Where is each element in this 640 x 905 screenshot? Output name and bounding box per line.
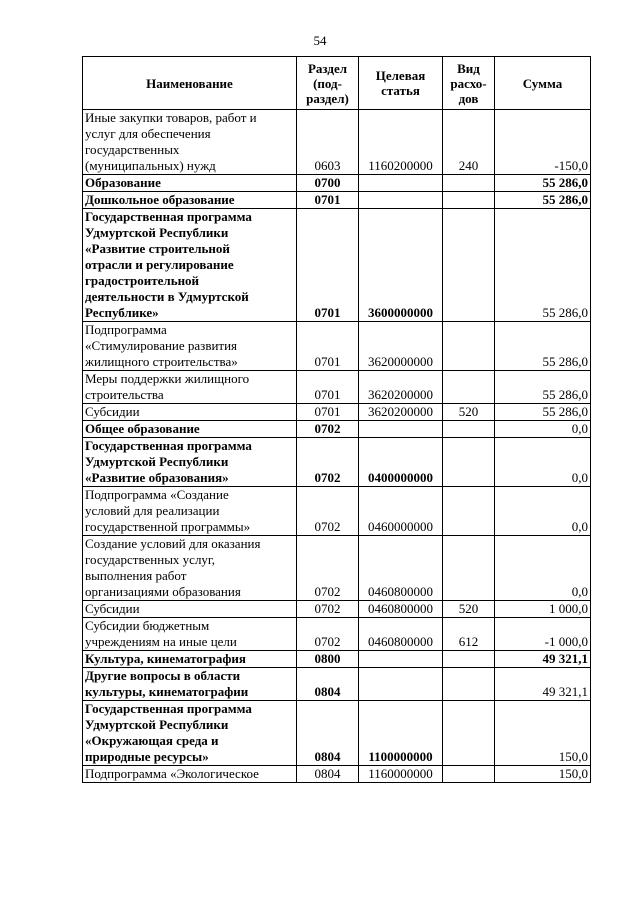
table-row bbox=[83, 618, 591, 651]
row-name-line: Субсидии бюджетным bbox=[85, 618, 210, 633]
row-type bbox=[443, 766, 495, 783]
row-sum: -1 000,0 bbox=[495, 618, 591, 651]
row-type bbox=[443, 438, 495, 487]
row-name-line: государственной программы» bbox=[85, 519, 251, 534]
row-name bbox=[83, 438, 297, 487]
row-section: 0702 bbox=[297, 487, 359, 536]
table-row bbox=[83, 766, 591, 783]
row-target: 3620200000 bbox=[359, 371, 443, 404]
row-type: 520 bbox=[443, 601, 495, 618]
row-name-line: Субсидии bbox=[85, 404, 140, 419]
table-row bbox=[83, 404, 591, 421]
row-name-line: услуг для обеспечения bbox=[85, 126, 211, 141]
row-name-line: Государственная программа bbox=[85, 701, 252, 716]
row-name-line: (муниципальных) нужд bbox=[85, 158, 216, 173]
table-row bbox=[83, 651, 591, 668]
row-name-line: Подпрограмма «Экологическое bbox=[85, 766, 259, 781]
header-section: Раздел (под-раздел) bbox=[297, 57, 359, 110]
header-row bbox=[83, 57, 591, 110]
table-row bbox=[83, 438, 591, 487]
row-sum: 55 286,0 bbox=[495, 175, 591, 192]
row-section: 0701 bbox=[297, 371, 359, 404]
row-section: 0701 bbox=[297, 192, 359, 209]
row-name-line: Иные закупки товаров, работ и bbox=[85, 110, 257, 125]
row-name-line: культуры, кинематографии bbox=[85, 684, 249, 699]
row-name-line: государственных bbox=[85, 142, 180, 157]
table-row bbox=[83, 192, 591, 209]
header-sum: Сумма bbox=[495, 57, 591, 110]
row-section: 0702 bbox=[297, 421, 359, 438]
budget-table bbox=[82, 56, 591, 783]
row-type bbox=[443, 536, 495, 601]
row-section: 0701 bbox=[297, 209, 359, 322]
row-sum: 49 321,1 bbox=[495, 668, 591, 701]
table-row bbox=[83, 701, 591, 766]
row-target: 0460800000 bbox=[359, 618, 443, 651]
row-target: 0460000000 bbox=[359, 487, 443, 536]
row-target: 0460800000 bbox=[359, 536, 443, 601]
table-row bbox=[83, 110, 591, 175]
row-name-line: условий для реализации bbox=[85, 503, 220, 518]
row-section: 0804 bbox=[297, 766, 359, 783]
row-name bbox=[83, 192, 297, 209]
row-section: 0701 bbox=[297, 322, 359, 371]
row-name-line: учреждениям на иные цели bbox=[85, 634, 237, 649]
row-sum: 150,0 bbox=[495, 701, 591, 766]
row-name bbox=[83, 110, 297, 175]
row-name-line: Создание условий для оказания bbox=[85, 536, 261, 551]
row-section: 0800 bbox=[297, 651, 359, 668]
table-row bbox=[83, 421, 591, 438]
row-type bbox=[443, 209, 495, 322]
row-section: 0700 bbox=[297, 175, 359, 192]
row-name-line: отрасли и регулирование bbox=[85, 257, 234, 272]
row-section: 0702 bbox=[297, 618, 359, 651]
table-row bbox=[83, 209, 591, 322]
row-target: 1160200000 bbox=[359, 110, 443, 175]
row-name-line: Государственная программа bbox=[85, 209, 252, 224]
row-type: 240 bbox=[443, 110, 495, 175]
row-name bbox=[83, 766, 297, 783]
row-name-line: «Развитие строительной bbox=[85, 241, 230, 256]
row-sum: 1 000,0 bbox=[495, 601, 591, 618]
row-name-line: Государственная программа bbox=[85, 438, 252, 453]
row-sum: 49 321,1 bbox=[495, 651, 591, 668]
row-name-line: Подпрограмма «Создание bbox=[85, 487, 229, 502]
row-name-line: Культура, кинематография bbox=[85, 651, 246, 666]
row-target: 3600000000 bbox=[359, 209, 443, 322]
row-target: 1160000000 bbox=[359, 766, 443, 783]
row-name-line: градостроительной bbox=[85, 273, 200, 288]
page-number: 54 bbox=[313, 33, 327, 48]
row-type bbox=[443, 701, 495, 766]
row-name bbox=[83, 536, 297, 601]
row-name bbox=[83, 701, 297, 766]
row-section: 0702 bbox=[297, 536, 359, 601]
row-name-line: «Стимулирование развития bbox=[85, 338, 238, 353]
row-type bbox=[443, 371, 495, 404]
row-target: 1100000000 bbox=[359, 701, 443, 766]
row-target: 0460800000 bbox=[359, 601, 443, 618]
row-name-line: жилищного строительства» bbox=[85, 354, 238, 369]
row-name bbox=[83, 421, 297, 438]
row-name bbox=[83, 651, 297, 668]
row-sum: 0,0 bbox=[495, 438, 591, 487]
table-row bbox=[83, 371, 591, 404]
row-name bbox=[83, 371, 297, 404]
row-target bbox=[359, 175, 443, 192]
table-row bbox=[83, 601, 591, 618]
row-section: 0702 bbox=[297, 438, 359, 487]
row-type bbox=[443, 487, 495, 536]
row-name bbox=[83, 209, 297, 322]
row-type bbox=[443, 668, 495, 701]
row-target bbox=[359, 192, 443, 209]
row-name-line: «Окружающая среда и bbox=[85, 733, 219, 748]
header-target: Целевая статья bbox=[359, 57, 443, 110]
header-type: Вид расхо-дов bbox=[443, 57, 495, 110]
row-type bbox=[443, 192, 495, 209]
row-section: 0804 bbox=[297, 701, 359, 766]
row-name-line: Общее образование bbox=[85, 421, 200, 436]
row-type bbox=[443, 651, 495, 668]
row-name-line: Субсидии bbox=[85, 601, 140, 616]
row-name-line: природные ресурсы» bbox=[85, 749, 209, 764]
row-name-line: государственных услуг, bbox=[85, 552, 216, 567]
row-name-line: организациями образования bbox=[85, 584, 241, 599]
row-name bbox=[83, 404, 297, 421]
row-name bbox=[83, 618, 297, 651]
row-target bbox=[359, 421, 443, 438]
table-row bbox=[83, 668, 591, 701]
table-row bbox=[83, 322, 591, 371]
row-name bbox=[83, 601, 297, 618]
row-sum: 150,0 bbox=[495, 766, 591, 783]
row-name bbox=[83, 322, 297, 371]
row-target: 0400000000 bbox=[359, 438, 443, 487]
row-target: 3620200000 bbox=[359, 404, 443, 421]
row-sum: 55 286,0 bbox=[495, 209, 591, 322]
row-section: 0804 bbox=[297, 668, 359, 701]
table-row bbox=[83, 175, 591, 192]
row-name-line: Подпрограмма bbox=[85, 322, 167, 337]
row-sum: -150,0 bbox=[495, 110, 591, 175]
row-type bbox=[443, 322, 495, 371]
row-name-line: выполнения работ bbox=[85, 568, 187, 583]
row-name-line: Республике» bbox=[85, 305, 159, 320]
row-name bbox=[83, 487, 297, 536]
row-name-line: Удмуртской Республики bbox=[85, 717, 229, 732]
row-target bbox=[359, 668, 443, 701]
row-section: 0702 bbox=[297, 601, 359, 618]
row-name-line: Другие вопросы в области bbox=[85, 668, 241, 683]
row-target bbox=[359, 651, 443, 668]
row-name bbox=[83, 668, 297, 701]
table-body bbox=[83, 110, 591, 783]
table-row bbox=[83, 536, 591, 601]
row-name-line: Дошкольное образование bbox=[85, 192, 235, 207]
row-sum: 0,0 bbox=[495, 536, 591, 601]
row-sum: 55 286,0 bbox=[495, 371, 591, 404]
row-section: 0603 bbox=[297, 110, 359, 175]
row-name-line: Удмуртской Республики bbox=[85, 454, 229, 469]
row-type bbox=[443, 421, 495, 438]
row-name-line: деятельности в Удмуртской bbox=[85, 289, 249, 304]
row-name bbox=[83, 175, 297, 192]
row-name-line: Меры поддержки жилищного bbox=[85, 371, 250, 386]
row-section: 0701 bbox=[297, 404, 359, 421]
row-sum: 55 286,0 bbox=[495, 192, 591, 209]
header-name: Наименование bbox=[83, 57, 297, 110]
row-sum: 0,0 bbox=[495, 487, 591, 536]
row-sum: 0,0 bbox=[495, 421, 591, 438]
row-type: 520 bbox=[443, 404, 495, 421]
table-row bbox=[83, 487, 591, 536]
row-type: 612 bbox=[443, 618, 495, 651]
row-name-line: Образование bbox=[85, 175, 161, 190]
row-type bbox=[443, 175, 495, 192]
row-name-line: «Развитие образования» bbox=[85, 470, 229, 485]
row-sum: 55 286,0 bbox=[495, 404, 591, 421]
row-target: 3620000000 bbox=[359, 322, 443, 371]
row-sum: 55 286,0 bbox=[495, 322, 591, 371]
row-name-line: строительства bbox=[85, 387, 164, 402]
row-name-line: Удмуртской Республики bbox=[85, 225, 229, 240]
